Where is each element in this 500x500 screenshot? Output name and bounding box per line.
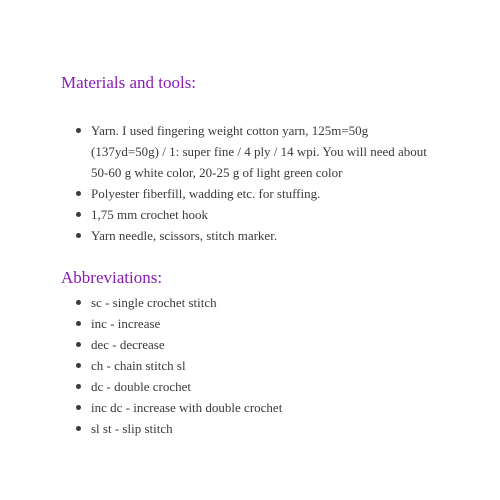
list-item bbox=[0, 418, 500, 439]
list-item bbox=[0, 183, 500, 204]
bullet-icon bbox=[76, 363, 81, 368]
list-item-text: inc - increase bbox=[91, 316, 161, 331]
list-item-text: inc dc - increase with double crochet bbox=[91, 400, 283, 415]
list-item bbox=[0, 313, 500, 334]
abbreviations-heading: Abbreviations: bbox=[61, 268, 163, 287]
list-item-text: Yarn. I used fingering weight cotton yarn, 125m=50g (137yd=50g) / 1: super fine / 4 ply / 14 wpi. You will need about 50-60 g white color, 20-25 g of light green color bbox=[91, 123, 427, 180]
list-item-text: ch - chain stitch sl bbox=[91, 358, 186, 373]
list-item-text: Yarn needle, scissors, stitch marker. bbox=[91, 228, 278, 243]
list-item bbox=[0, 397, 500, 418]
list-item bbox=[0, 120, 500, 183]
list-item bbox=[0, 376, 500, 397]
bullet-icon bbox=[76, 384, 81, 389]
list-item-text: sc - single crochet stitch bbox=[91, 295, 217, 310]
bullet-icon bbox=[76, 321, 81, 326]
list-item bbox=[0, 204, 500, 225]
bullet-icon bbox=[76, 342, 81, 347]
list-item-text: Polyester fiberfill, wadding etc. for stuffing. bbox=[91, 186, 321, 201]
materials-list bbox=[0, 120, 500, 246]
list-item bbox=[0, 225, 500, 246]
bullet-icon bbox=[76, 128, 81, 133]
list-item-text: dec - decrease bbox=[91, 337, 165, 352]
list-item bbox=[0, 292, 500, 313]
abbreviations-list bbox=[0, 292, 500, 439]
list-item bbox=[0, 334, 500, 355]
bullet-icon bbox=[76, 300, 81, 305]
bullet-icon bbox=[76, 191, 81, 196]
bullet-icon bbox=[76, 233, 81, 238]
list-item-text: dc - double crochet bbox=[91, 379, 191, 394]
bullet-icon bbox=[76, 426, 81, 431]
materials-heading: Materials and tools: bbox=[61, 73, 197, 92]
list-item bbox=[0, 355, 500, 376]
bullet-icon bbox=[76, 212, 81, 217]
list-item-text: 1,75 mm crochet hook bbox=[91, 207, 208, 222]
list-item-text: sl st - slip stitch bbox=[91, 421, 173, 436]
bullet-icon bbox=[76, 405, 81, 410]
